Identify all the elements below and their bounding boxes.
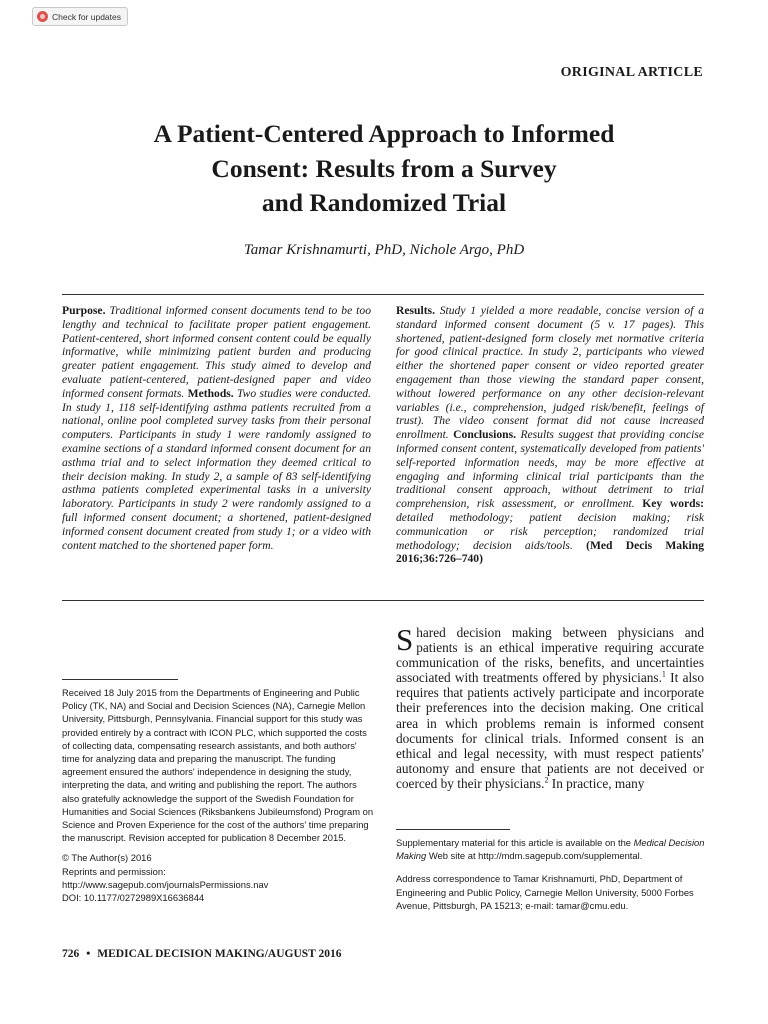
reprints-link[interactable]: http://www.sagepub.com/journalsPermissions.nav (62, 878, 269, 890)
abstract-column-left (62, 304, 371, 552)
methods-label: Methods. (187, 386, 234, 400)
abstract-column-right (396, 304, 704, 566)
title-line: A Patient-Centered Approach to Informed (153, 119, 615, 148)
footnotes-right (396, 836, 708, 922)
purpose-text: Traditional informed consent documents tend to be too lengthy and technical to facilitate proper patient engagement. Patient-centered, short informed consent content could be equally informative, while minimizing patient burden and producing greater patient engagement. This study aimed to develop and evaluate patient-centered, patient-designed paper and video informed consent formats. (62, 304, 371, 400)
doi-note: DOI: 10.1177/0272989X16636844 (62, 892, 205, 904)
reprints-note: Reprints and permission: (62, 865, 166, 877)
title-line: and Randomized Trial (261, 188, 507, 217)
crossmark-icon (37, 11, 48, 22)
purpose-label: Purpose. (62, 304, 106, 317)
correspondence-note: Address correspondence to Tamar Krishnamurti, PhD, Department of Engineering and Public Policy, Carnegie Mellon University, 5000 Forbes Avenue, Pittsburgh, PA 15213; e-mail: tamar@cmu.edu. (396, 873, 694, 911)
keywords-label: Key words: (642, 497, 704, 511)
supplementary-suffix: Web site at http://mdm.sagepub.com/supplemental. (426, 850, 643, 862)
keywords-text: detailed methodology; patient decision making; risk communication or risk perception; randomized trial methodology; decision aids/tools. (396, 510, 704, 552)
footer-separator: • (86, 948, 91, 960)
title-line: Consent: Results from a Survey (211, 153, 557, 183)
journal-issue: MEDICAL DECISION MAKING/AUGUST 2016 (97, 948, 342, 960)
section-label: ORIGINAL ARTICLE (560, 65, 703, 80)
page-number: 726 (62, 948, 80, 960)
article-title (60, 117, 708, 221)
footnote-rule (396, 829, 510, 830)
page-footer (62, 948, 341, 960)
footnotes-left (62, 686, 374, 904)
reference-2: 2 (544, 775, 549, 785)
abstract-bottom-rule (62, 600, 704, 601)
abstract-top-rule (62, 294, 704, 295)
body-text-2: It also requires that patients actively participate and incorporate their preferences into the decision making. One critical area in which problems remain is informed consent documents for clinical trials. Informed consent is an ethical and legal necessity, with must respect patients' autonomy and ensure that patients are not deceived or coerced by their physicians. (396, 670, 704, 791)
citation: (Med Decis Making 2016;36:726–740) (396, 538, 704, 566)
body-paragraph (396, 622, 704, 791)
conclusions-text: Results suggest that providing concise informed consent content, systematically developed from patients' self-reported information needs, may be more effective at engaging and informing clinical trial participants than the traditional consent approach, without detriment to trial comprehension, risk assessment, or enrollment. (396, 428, 704, 511)
copyright-note: © The Author(s) 2016 (62, 852, 152, 864)
body-text-1: hared decision making between physicians and patients is an ethical imperative requiring accurate communication of the risks, benefits, and uncertainties associated with treatments offered by physicians. (396, 625, 704, 686)
journal-name: Medical Decision Making (396, 837, 705, 862)
body-text-3: In practice, many (548, 775, 645, 791)
results-label: Results. (396, 304, 435, 317)
author-list: Tamar Krishnamurti, PhD, Nichole Argo, PhD (243, 242, 525, 258)
check-for-updates-button[interactable] (32, 7, 128, 26)
results-text: Study 1 yielded a more readable, concise version of a standard informed consent document (5 v. 17 pages). This shortened, patient-designed form closely met normative criteria for good clinical practice. In study 2, participants who viewed either the shortened paper consent or video reported greater engagement than those viewing the standard paper consent, without lowered performance on any other decision-relevant variables (i.e., comprehension, judged risk/benefit, feelings of trust). The video consent format did not cause increased enrollment. (396, 304, 704, 442)
methods-text: Two studies were conducted. In study 1, 118 self-identifying asthma patients recruited from a national, online pool completed survey tasks from their personal computers. Participants in study 1 were randomly assigned to examine sections of a standard informed consent document for an asthma trial and to select information they deemed critical to their decision making. In study 2, a sample of 83 self-identifying asthma patients completed experimental tasks in a university laboratory. Participants in study 2 were randomly assigned to a full informed consent document; a shortened, patient-designed informed consent document created from study 1; or a video with content matched to the shortened paper form. (62, 386, 371, 552)
footnote-rule (62, 679, 178, 680)
drop-cap: S (396, 622, 414, 657)
supplementary-prefix: Supplementary material for this article is available on the (396, 837, 634, 848)
conclusions-label: Conclusions. (453, 428, 516, 442)
received-note: Received 18 July 2015 from the Departments of Engineering and Public Policy (TK, NA) and Social and Decision Sciences (NA), Carnegie Mellon University, Pittsburgh, Pennsylvania. Financial support for this study was provided entirely by a contract with ICON PLC, which supported the costs of collecting data, compensating research assistants, and both authors' time for analyzing data and preparing the manuscript. The funding agreement ensured the authors' independence in designing the study, interpreting the data, and writing and publishing the report. The authors also gratefully acknowledge the support of the Swedish Foundation for Humanities and Social Sciences (Riksbankens Jubileumsfond) Program on Science and Proven Experience for the cost of the authors' time preparing the manuscript. Revision accepted for publication 8 December 2015. (62, 687, 374, 844)
supplementary-note (396, 836, 708, 862)
reference-1: 1 (661, 669, 666, 679)
check-for-updates-label: Check for updates (52, 11, 121, 22)
